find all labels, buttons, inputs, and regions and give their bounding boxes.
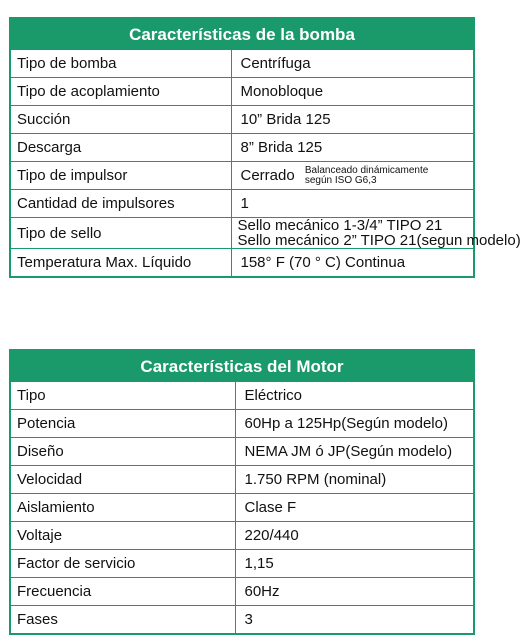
row-value: Centrífuga xyxy=(231,50,474,78)
row-value: Monobloque xyxy=(231,78,474,106)
table-row xyxy=(10,218,474,249)
row-label: Fases xyxy=(10,606,235,635)
table-row xyxy=(10,190,474,218)
seal-line1: Sello mecánico 1-3/4” TIPO 21 xyxy=(237,217,443,234)
pump-characteristics-table xyxy=(9,17,521,278)
row-label: Tipo de sello xyxy=(10,218,231,249)
row-label: Factor de servicio xyxy=(10,550,235,578)
row-value: 8” Brida 125 xyxy=(231,134,474,162)
row-label: Potencia xyxy=(10,410,235,438)
impeller-note xyxy=(305,166,428,186)
table-row xyxy=(10,78,474,106)
row-label: Frecuencia xyxy=(10,578,235,606)
row-label: Tipo de acoplamiento xyxy=(10,78,231,106)
row-value: 3 xyxy=(235,606,474,635)
row-label: Velocidad xyxy=(10,466,235,494)
row-label: Temperatura Max. Líquido xyxy=(10,249,231,278)
table-row xyxy=(10,466,474,494)
table-row xyxy=(10,50,474,78)
row-value: 220/440 xyxy=(235,522,474,550)
motor-table-title: Características del Motor xyxy=(10,350,474,382)
table-row xyxy=(10,494,474,522)
row-label: Aislamiento xyxy=(10,494,235,522)
row-value: 1,15 xyxy=(235,550,474,578)
row-label: Descarga xyxy=(10,134,231,162)
row-value: 158° F (70 ° C) Continua xyxy=(231,249,474,278)
table-row xyxy=(10,410,474,438)
table-row xyxy=(10,606,474,635)
row-label: Tipo xyxy=(10,382,235,410)
table-row xyxy=(10,106,474,134)
table-row xyxy=(10,438,474,466)
motor-characteristics-table xyxy=(9,349,475,635)
pump-table-title: Características de la bomba xyxy=(10,18,474,50)
table-row xyxy=(10,134,474,162)
row-value: Clase F xyxy=(235,494,474,522)
table-row xyxy=(10,382,474,410)
table-row xyxy=(10,522,474,550)
table-row xyxy=(10,550,474,578)
row-label: Diseño xyxy=(10,438,235,466)
seal-line2: Sello mecánico 2” TIPO 21(segun modelo) xyxy=(237,232,521,249)
row-value: NEMA JM ó JP(Según modelo) xyxy=(235,438,474,466)
row-label: Voltaje xyxy=(10,522,235,550)
row-value: 60Hz xyxy=(235,578,474,606)
impeller-note-line2: según ISO G6,3 xyxy=(304,174,377,186)
row-label: Tipo de impulsor xyxy=(10,162,231,190)
row-value xyxy=(231,162,474,190)
row-label: Succión xyxy=(10,106,231,134)
table-row xyxy=(10,249,474,278)
row-value: 1 xyxy=(231,190,474,218)
row-label: Tipo de bomba xyxy=(10,50,231,78)
row-value xyxy=(231,217,521,249)
table-row xyxy=(10,162,474,190)
table-row xyxy=(10,578,474,606)
row-value: 1.750 RPM (nominal) xyxy=(235,466,474,494)
row-value: Eléctrico xyxy=(235,382,474,410)
row-label: Cantidad de impulsores xyxy=(10,190,231,218)
row-value: 10” Brida 125 xyxy=(231,106,474,134)
impeller-type-value: Cerrado xyxy=(240,167,295,184)
row-value: 60Hp a 125Hp(Según modelo) xyxy=(235,410,474,438)
impeller-note-line1: Balanceado dinámicamente xyxy=(304,164,429,176)
